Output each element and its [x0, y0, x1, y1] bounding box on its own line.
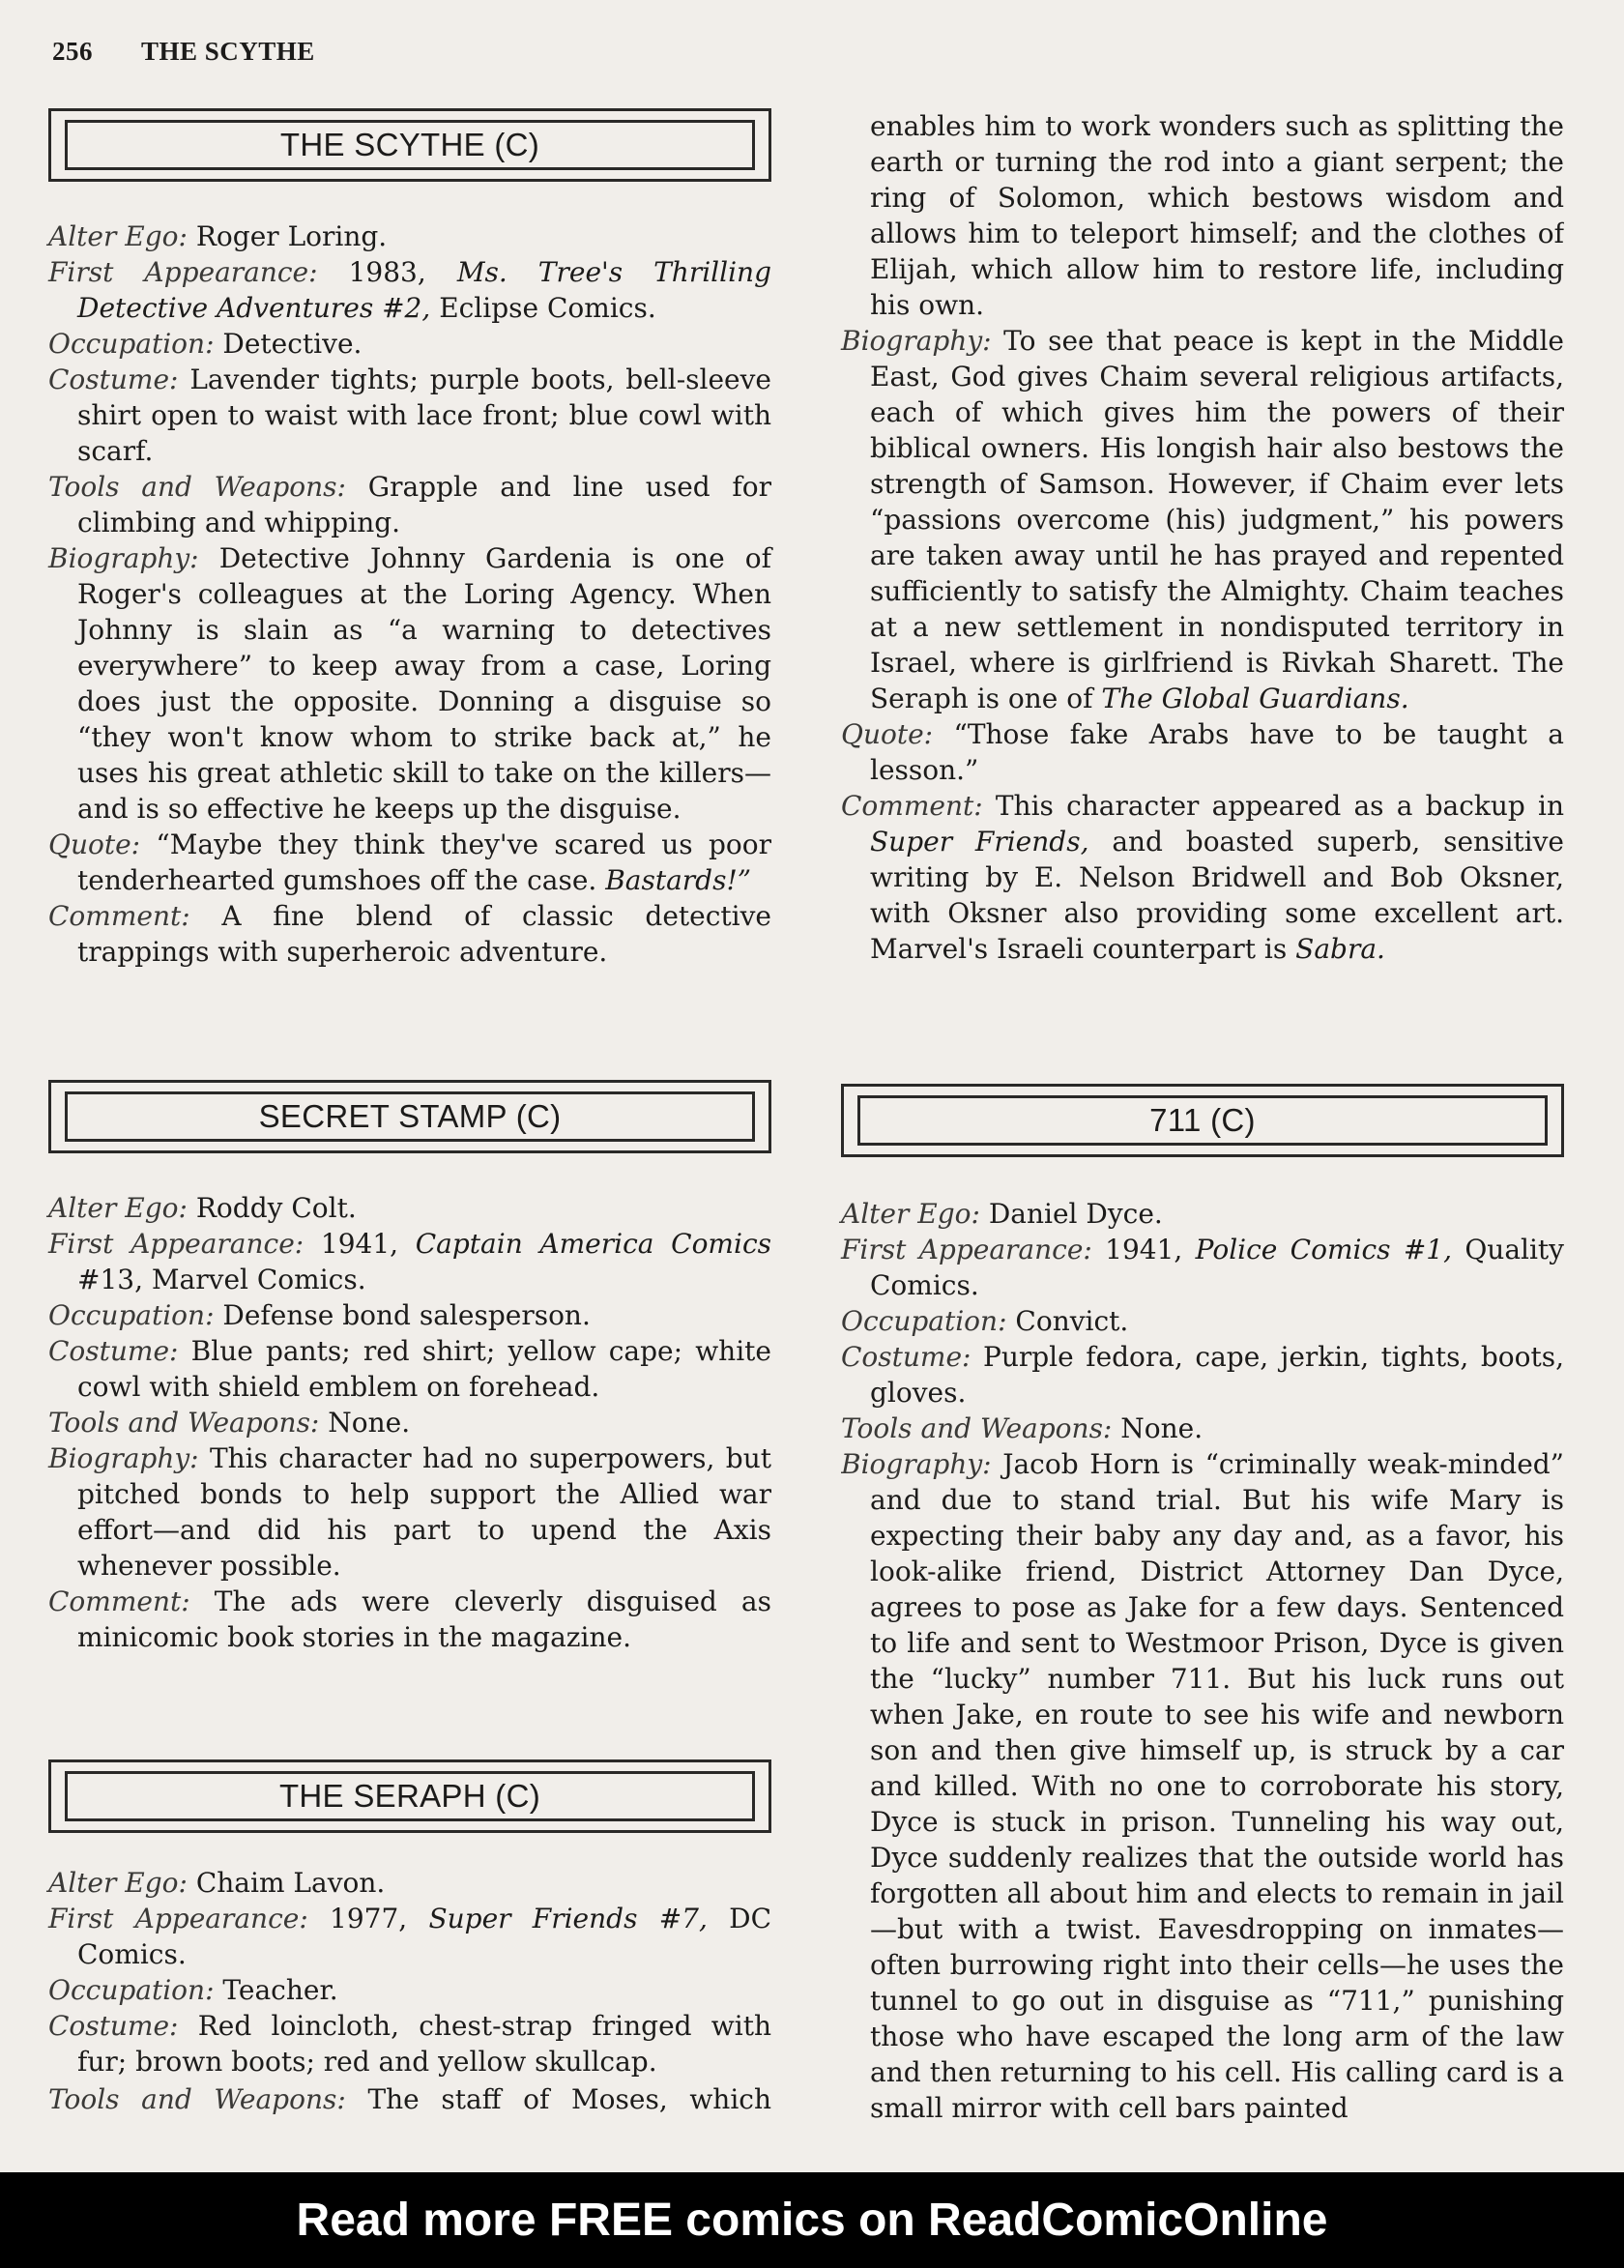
- entry-the-seraph: THE SERAPH (C) Alter Ego: Chaim Lavon. First Appearance: 1977, Super Friends #7, DC Comics. Occupation: Teacher. Costume: Red loincloth, chest-strap fringed with fur; brown boots; red and yellow skullcap.: [48, 1759, 771, 2079]
- entry-the-scythe: THE SCYTHE (C) Alter Ego: Roger Loring. First Appearance: 1983, Ms. Tree's Thrilling Detective Adventures #2, Eclipse Comics. Occupation: Detective. Costume: Lavender tights; purple boots, bell-sleeve shirt open to waist with lace front; blue cowl with scarf. Tools and Weapons: Grapple and line used for climbing and whipping. Biography: Detective Johnny Gardenia is one of Roger's colleagues at the Loring Agency. When Johnny is slain as “a warning to detectives everywhere” to keep away from a case, Loring does just the opposite. Donning a disguise so “they won't know whom to strike back at,” he uses his great athletic skill to take on the killers—and is so effective he keeps up the disguise. Quote: “Maybe they think they've scared us poor tenderhearted gumshoes off the case. Bastards!” Comment: A fine blend of classic detective trappings with superheroic adventure.: [48, 108, 771, 970]
- running-header: [52, 37, 315, 67]
- entry-title: THE SCYTHE (C): [65, 120, 755, 170]
- page-number: 256: [52, 37, 93, 66]
- seraph-continued: enables him to work wonders such as splitting the earth or turning the rod into a giant serpent; the ring of Solomon, which bestows wisdom and allows him to teleport himself; and the clothes of Elijah, which allow him to restore life, including his own. Biography: To see that peace is kept in the Middle East, God gives Chaim several religious artifacts, each of which gives him the powers of their biblical owners. His longish hair also bestows the strength of Samson. However, if Chaim ever lets “passions overcome (his) judgment,” his powers are taken away until he has prayed and repented sufficiently to satisfy the Almighty. Chaim teaches at a new settlement in nondisputed territory in Israel, where is girlfriend is Rivkah Sharett. The Seraph is one of The Global Guardians. Quote: “Those fake Arabs have to be taught a lesson.” Comment: This character appeared as a backup in Super Friends, and boasted superb, sensitive writing by E. Nelson Bridwell and Bob Oksner, with Oksner also providing some excellent art. Marvel's Israeli counterpart is Sabra.: [841, 108, 1564, 967]
- seraph-tools-text: The staff of Moses, which: [367, 2083, 771, 2115]
- entry-711: 711 (C) Alter Ego: Daniel Dyce. First Appearance: 1941, Police Comics #1, Quality Comics. Occupation: Convict. Costume: Purple fedora, cape, jerkin, tights, boots, gloves. Tools and Weapons: None. Biography: Jacob Horn is “criminally weak-minded” and due to stand trial. But his wife Mary is expecting their baby any day and, as a favor, his look-alike friend, District Attorney Dan Dyce, agrees to pose as Jake for a few days. Sentenced to life and sent to Westmoor Prison, Dyce is given the “lucky” number 711. But his luck runs out when Jake, en route to see his wife and newborn son and then give himself up, is struck by a car and killed. With no one to corroborate his story, Dyce is stuck in prison. Tunneling his way out, Dyce suddenly realizes that the outside world has forgotten all about him and elects to remain in jail—but with a twist. Eavesdropping on inmates—often burrowing right into their cells—he uses the tunnel to go out in disguise as “711,” punishing those who have escaped the long arm of the law and then returning to his cell. His calling card is a small mirror with cell bars painted: [841, 1084, 1564, 2126]
- entry-title-box: [841, 1084, 1564, 1157]
- promo-banner-text[interactable]: Read more FREE comics on ReadComicOnline: [296, 2195, 1328, 2246]
- seraph-tools-continued: enables him to work wonders such as splitting the earth or turning the rod into a giant serpent; the ring of Solomon, which bestows wisdom and allows him to teleport himself; and the clothes of Elijah, which allow him to restore life, including his own.: [870, 110, 1564, 321]
- entry-secret-stamp: SECRET STAMP (C) Alter Ego: Roddy Colt. First Appearance: 1941, Captain America Comics #13, Marvel Comics. Occupation: Defense bond salesperson. Costume: Blue pants; red shirt; yellow cape; white cowl with shield emblem on forehead. Tools and Weapons: None. Biography: This character had no superpowers, but pitched bonds to help support the Allied war effort—and did his part to upend the Axis whenever possible. Comment: The ads were cleverly disguised as minicomic book stories in the magazine.: [48, 1080, 771, 1655]
- entry-title-box: [48, 1080, 771, 1153]
- promo-banner[interactable]: [0, 2172, 1624, 2268]
- seraph-tools-start: Tools and Weapons: The staff of Moses, which: [48, 2081, 771, 2117]
- entry-title: SECRET STAMP (C): [65, 1091, 755, 1142]
- entry-title-box: [48, 108, 771, 182]
- entry-title: 711 (C): [857, 1095, 1548, 1146]
- running-title: THE SCYTHE: [141, 37, 315, 66]
- entry-title-box: [48, 1759, 771, 1833]
- entry-title: THE SERAPH (C): [65, 1771, 755, 1821]
